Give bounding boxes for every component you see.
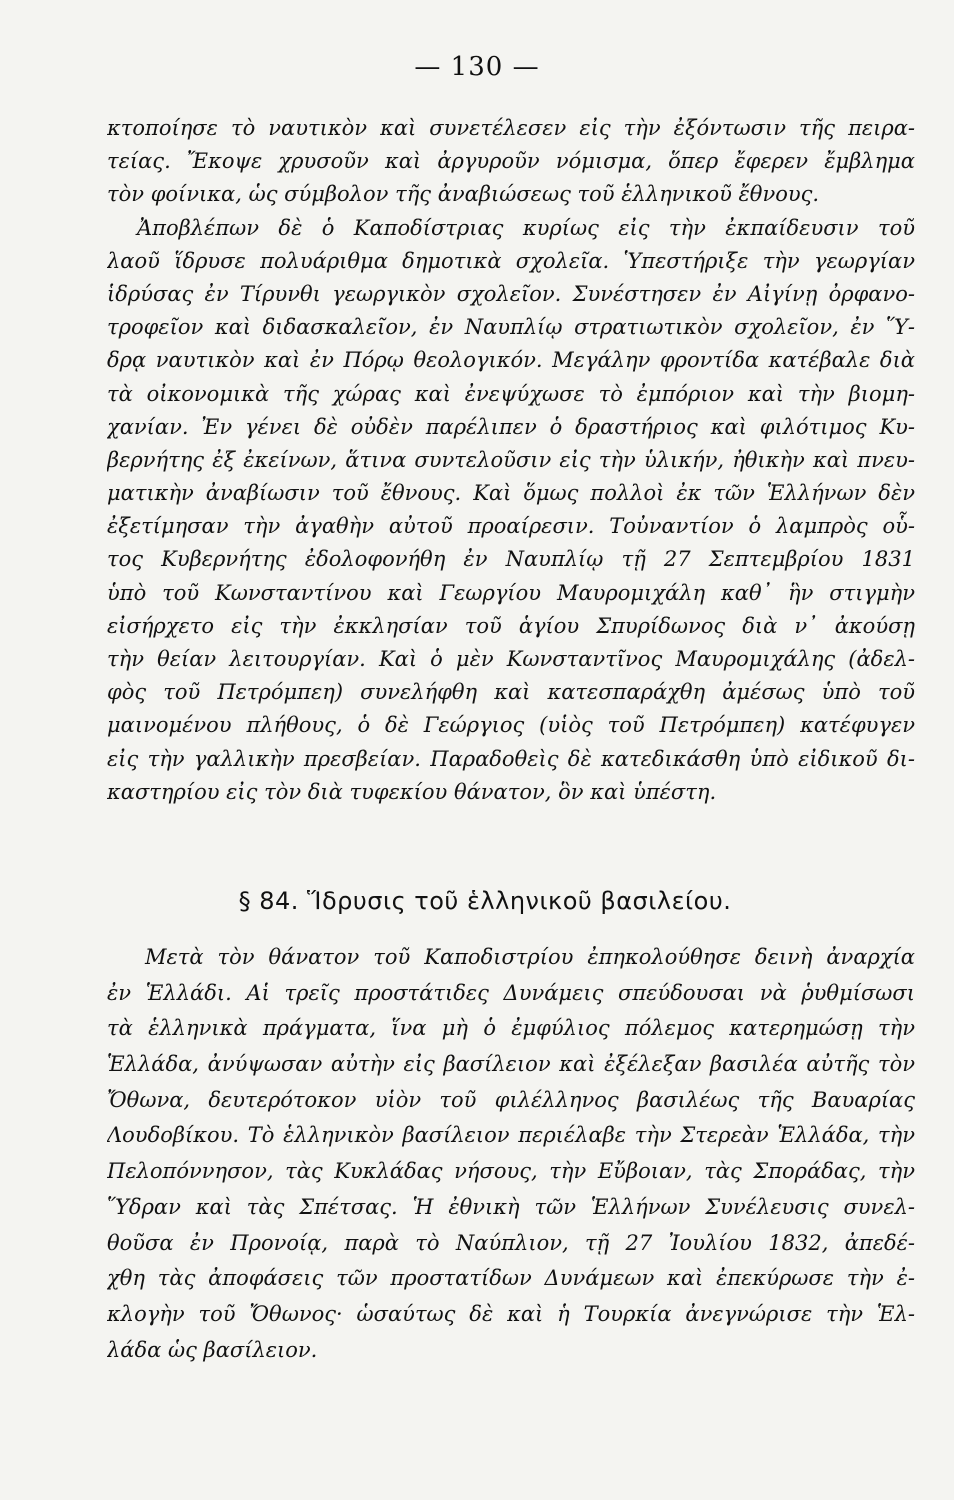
text-line: εἰσήρχετο εἰς τὴν ἐκκλησίαν τοῦ ἁγίου Σπυρίδωνος διὰ ν᾽ ἀκούσῃ [107, 613, 915, 638]
text-line: καστηρίου εἰς τὸν διὰ τυφεκίου θάνατον, ὃν καὶ ὑπέστη. [107, 779, 717, 804]
text-line: Ἑλλάδα, ἀνύψωσαν αὐτὴν εἰς βασίλειον καὶ ἐξέλεξαν βασιλέα αὐτῆς τὸν [107, 1052, 915, 1077]
text-line: κλογὴν τοῦ Ὄθωνος· ὡσαύτως δὲ καὶ ἡ Τουρκία ἀνεγνώρισε τὴν Ἑλ- [107, 1301, 915, 1326]
text-line: ἐν Ἑλλάδι. Αἱ τρεῖς προστάτιδες Δυνάμεις σπεύδουσαι νὰ ῥυθμίσωσι [107, 980, 915, 1005]
text-line: μαινομένου πλήθους, ὁ δὲ Γεώργιος (υἱὸς τοῦ Πετρόμπεη) κατέφυγεν [107, 713, 915, 738]
text-line: τος Κυβερνήτης ἐδολοφονήθη ἐν Ναυπλίῳ τῇ 27 Σεπτεμβρίου 1831 [107, 547, 915, 572]
text-line: τὰ οἰκονομικὰ τῆς χώρας καὶ ἐνεψύχωσε τὸ ἐμπόριον καὶ τὴν βιομη- [107, 381, 915, 406]
text-line: τείας. Ἔκοψε χρυσοῦν καὶ ἀργυροῦν νόμισμα, ὅπερ ἔφερεν ἔμβλημα [107, 149, 915, 174]
text-line: ἐξετίμησαν τὴν ἀγαθὴν αὐτοῦ προαίρεσιν. Τοὐναντίον ὁ λαμπρὸς οὗ- [107, 514, 915, 539]
text-line: ἱδρύσας ἐν Τίρυνθι γεωργικὸν σχολεῖον. Συνέστησεν ἐν Αἰγίνῃ ὀρφανο- [107, 281, 915, 306]
text-line: κτοποίησε τὸ ναυτικὸν καὶ συνετέλεσεν εἰς τὴν ἐξόντωσιν τῆς πειρα- [107, 116, 915, 140]
text-line: ματικὴν ἀναβίωσιν τοῦ ἔθνους. Καὶ ὅμως πολλοὶ ἐκ τῶν Ἑλλήνων δὲν [107, 481, 915, 506]
main-text-block [107, 112, 915, 809]
text-line: εἰς τὴν γαλλικὴν πρεσβείαν. Παραδοθεὶς δὲ κατεδικάσθη ὑπὸ εἰδικοῦ δι- [107, 746, 915, 771]
section-heading: § 84. Ἵδρυσις τοῦ ἑλληνικοῦ βασιλείου. [238, 887, 732, 915]
text-line: χθη τὰς ἀποφάσεις τῶν προστατίδων Δυνάμεων καὶ ἐπεκύρωσε τὴν ἐ- [107, 1266, 915, 1291]
section-text-block [107, 940, 915, 1368]
page-number: — 130 — [414, 52, 540, 82]
text-line: Μετὰ τὸν θάνατον τοῦ Καποδιστρίου ἐπηκολούθησε δεινὴ ἀναρχία [145, 945, 915, 969]
text-line: θοῦσα ἐν Προνοίᾳ, παρὰ τὸ Ναύπλιον, τῇ 27 Ἰουλίου 1832, ἀπεδέ- [107, 1230, 915, 1255]
text-line: φὸς τοῦ Πετρόμπεη) συνελήφθη καὶ κατεσπαράχθη ἀμέσως ὑπὸ τοῦ [107, 680, 915, 705]
text-line: χανίαν. Ἐν γένει δὲ οὐδὲν παρέλιπεν ὁ δραστήριος καὶ φιλότιμος Κυ- [107, 414, 915, 439]
text-line: βερνήτης ἐξ ἐκείνων, ἅτινα συντελοῦσιν εἰς τὴν ὑλικήν, ἠθικὴν καὶ πνευ- [107, 447, 915, 472]
text-line: τροφεῖον καὶ διδασκαλεῖον, ἐν Ναυπλίῳ στρατιωτικὸν σχολεῖον, ἐν Ὕ- [107, 315, 915, 340]
text-line: Ὕδραν καὶ τὰς Σπέτσας. Ἡ ἐθνικὴ τῶν Ἑλλήνων Συνέλευσις συνελ- [107, 1194, 915, 1219]
text-line: Λουδοβίκου. Τὸ ἑλληνικὸν βασίλειον περιέλαβε τὴν Στερεὰν Ἑλλάδα, τὴν [107, 1123, 915, 1148]
text-line: δρᾳ ναυτικὸν καὶ ἐν Πόρῳ θεολογικόν. Μεγάλην φροντίδα κατέβαλε διὰ [107, 348, 915, 373]
text-line: τὰ ἑλληνικὰ πράγματα, ἵνα μὴ ὁ ἐμφύλιος πόλεμος κατερημώσῃ τὴν [107, 1016, 915, 1041]
text-line: λάδα ὡς βασίλειον. [107, 1337, 318, 1362]
text-line: λαοῦ ἵδρυσε πολυάριθμα δημοτικὰ σχολεῖα. Ὑπεστήριξε τὴν γεωργίαν [107, 248, 915, 273]
text-line: Ὄθωνα, δευτερότοκον υἱὸν τοῦ φιλέλληνος βασιλέως τῆς Βαυαρίας [107, 1087, 915, 1112]
text-line: τὴν θείαν λειτουργίαν. Καὶ ὁ μὲν Κωνσταντῖνος Μαυρομιχάλης (ἀδελ- [107, 647, 915, 671]
text-line: Πελοπόννησον, τὰς Κυκλάδας νήσους, τὴν Εὔβοιαν, τὰς Σποράδας, τὴν [107, 1159, 915, 1184]
text-line: Ἀποβλέπων δὲ ὁ Καποδίστριας κυρίως εἰς τὴν ἐκπαίδευσιν τοῦ [137, 215, 915, 240]
text-line: ὑπὸ τοῦ Κωνσταντίνου καὶ Γεωργίου Μαυρομιχάλη καθ᾽ ἣν στιγμὴν [107, 580, 915, 605]
text-line: τὸν φοίνικα, ὡς σύμβολον τῆς ἀναβιώσεως τοῦ ἑλληνικοῦ ἔθνους. [107, 182, 820, 207]
